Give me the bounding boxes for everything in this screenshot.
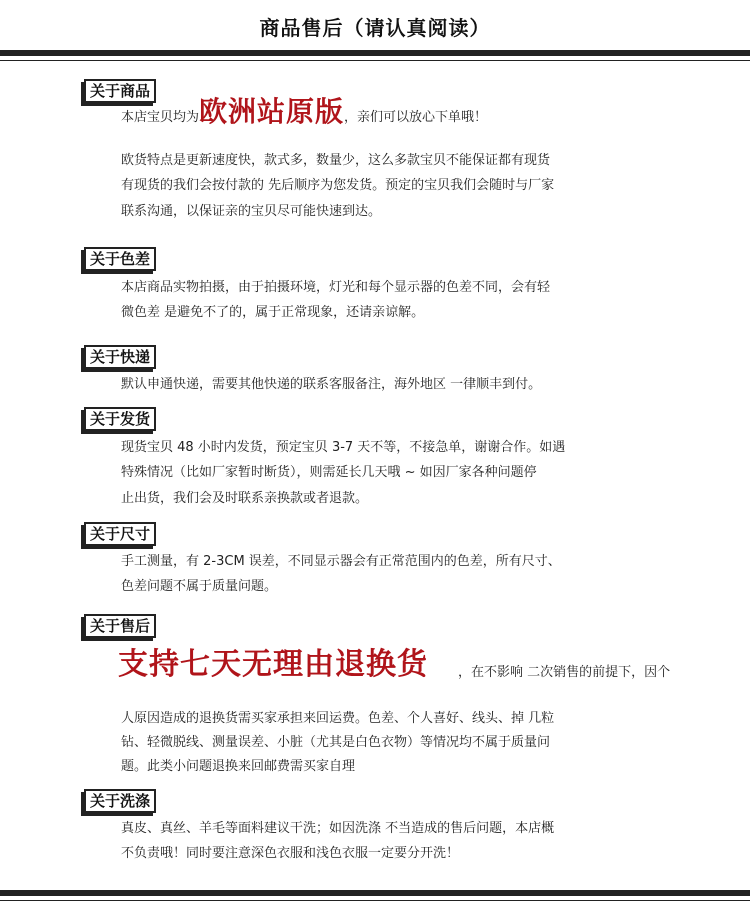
product-line-1-pre: 本店宝贝均为 [121, 110, 200, 125]
size-line-2: 色差问题不属于质量问题。 [121, 579, 278, 594]
product-line-4: 联系沟通，以保证亲的宝贝尽可能快速到达。 [121, 204, 382, 219]
section-label-color: 关于色差 [84, 247, 156, 271]
shipping-line-3: 止出货，我们会及时联系亲换款或者退款。 [121, 491, 369, 506]
section-label-product: 关于商品 [84, 79, 156, 103]
shipping-line-1: 现货宝贝 48 小时内发货，预定宝贝 3-7 天不等，不接急单，谢谢合作。如遇 [121, 440, 566, 455]
product-line-1-post: ，亲们可以放心下单哦！ [344, 110, 488, 125]
product-highlight: 欧洲站原版 [199, 95, 345, 128]
section-label-shipping: 关于发货 [84, 407, 156, 431]
header-divider-thin [0, 60, 750, 61]
washing-line-2: 不负责哦！同时要注意深色衣服和浅色衣服一定要分开洗！ [121, 846, 460, 861]
color-line-2: 微色差 是避免不了的，属于正常现象，还请亲谅解。 [121, 305, 425, 320]
aftersale-line-2: 人原因造成的退换货需买家承担来回运费。色差、个人喜好、线头、掉 几粒 [121, 711, 555, 726]
washing-line-1: 真皮、真丝、羊毛等面料建议干洗；如因洗涤 不当造成的售后问题，本店概 [121, 821, 555, 836]
color-line-1: 本店商品实物拍摄，由于拍摄环境，灯光和每个显示器的色差不同，会有轻 [121, 280, 551, 295]
section-label-washing: 关于洗涤 [84, 789, 156, 813]
aftersale-line-1-post: ，在不影响 二次销售的前提下，因个 [458, 665, 671, 680]
section-label-express: 关于快递 [84, 345, 156, 369]
product-line-1 [121, 95, 488, 128]
footer-divider-thick [0, 890, 750, 896]
shipping-line-2: 特殊情况（比如厂家暂时断货），则需延长几天哦 ~ 如因厂家各种问题停 [121, 465, 537, 480]
product-line-2: 欧货特点是更新速度快，款式多，数量少，这么多款宝贝不能保证都有现货 [121, 153, 551, 168]
footer-divider-thin [0, 900, 750, 901]
section-label-size: 关于尺寸 [84, 522, 156, 546]
section-label-aftersale: 关于售后 [84, 614, 156, 638]
size-line-1: 手工测量，有 2-3CM 误差，不同显示器会有正常范围内的色差，所有尺寸、 [121, 554, 561, 569]
express-line-1: 默认申通快递，需要其他快递的联系客服备注，海外地区 一律顺丰到付。 [121, 377, 542, 392]
aftersale-line-4: 题。此类小问题退换来回邮费需买家自理 [121, 759, 356, 774]
header-divider-thick [0, 50, 750, 56]
aftersale-line-3: 钻、轻微脱线、测量误差、小脏（尤其是白色衣物）等情况均不属于质量问 [121, 735, 551, 750]
page-title: 商品售后（请认真阅读） [259, 16, 491, 40]
product-line-3: 有现货的我们会按付款的 先后顺序为您发货。预定的宝贝我们会随时与厂家 [121, 178, 555, 193]
aftersale-highlight: 支持七天无理由退换货 [118, 647, 428, 682]
